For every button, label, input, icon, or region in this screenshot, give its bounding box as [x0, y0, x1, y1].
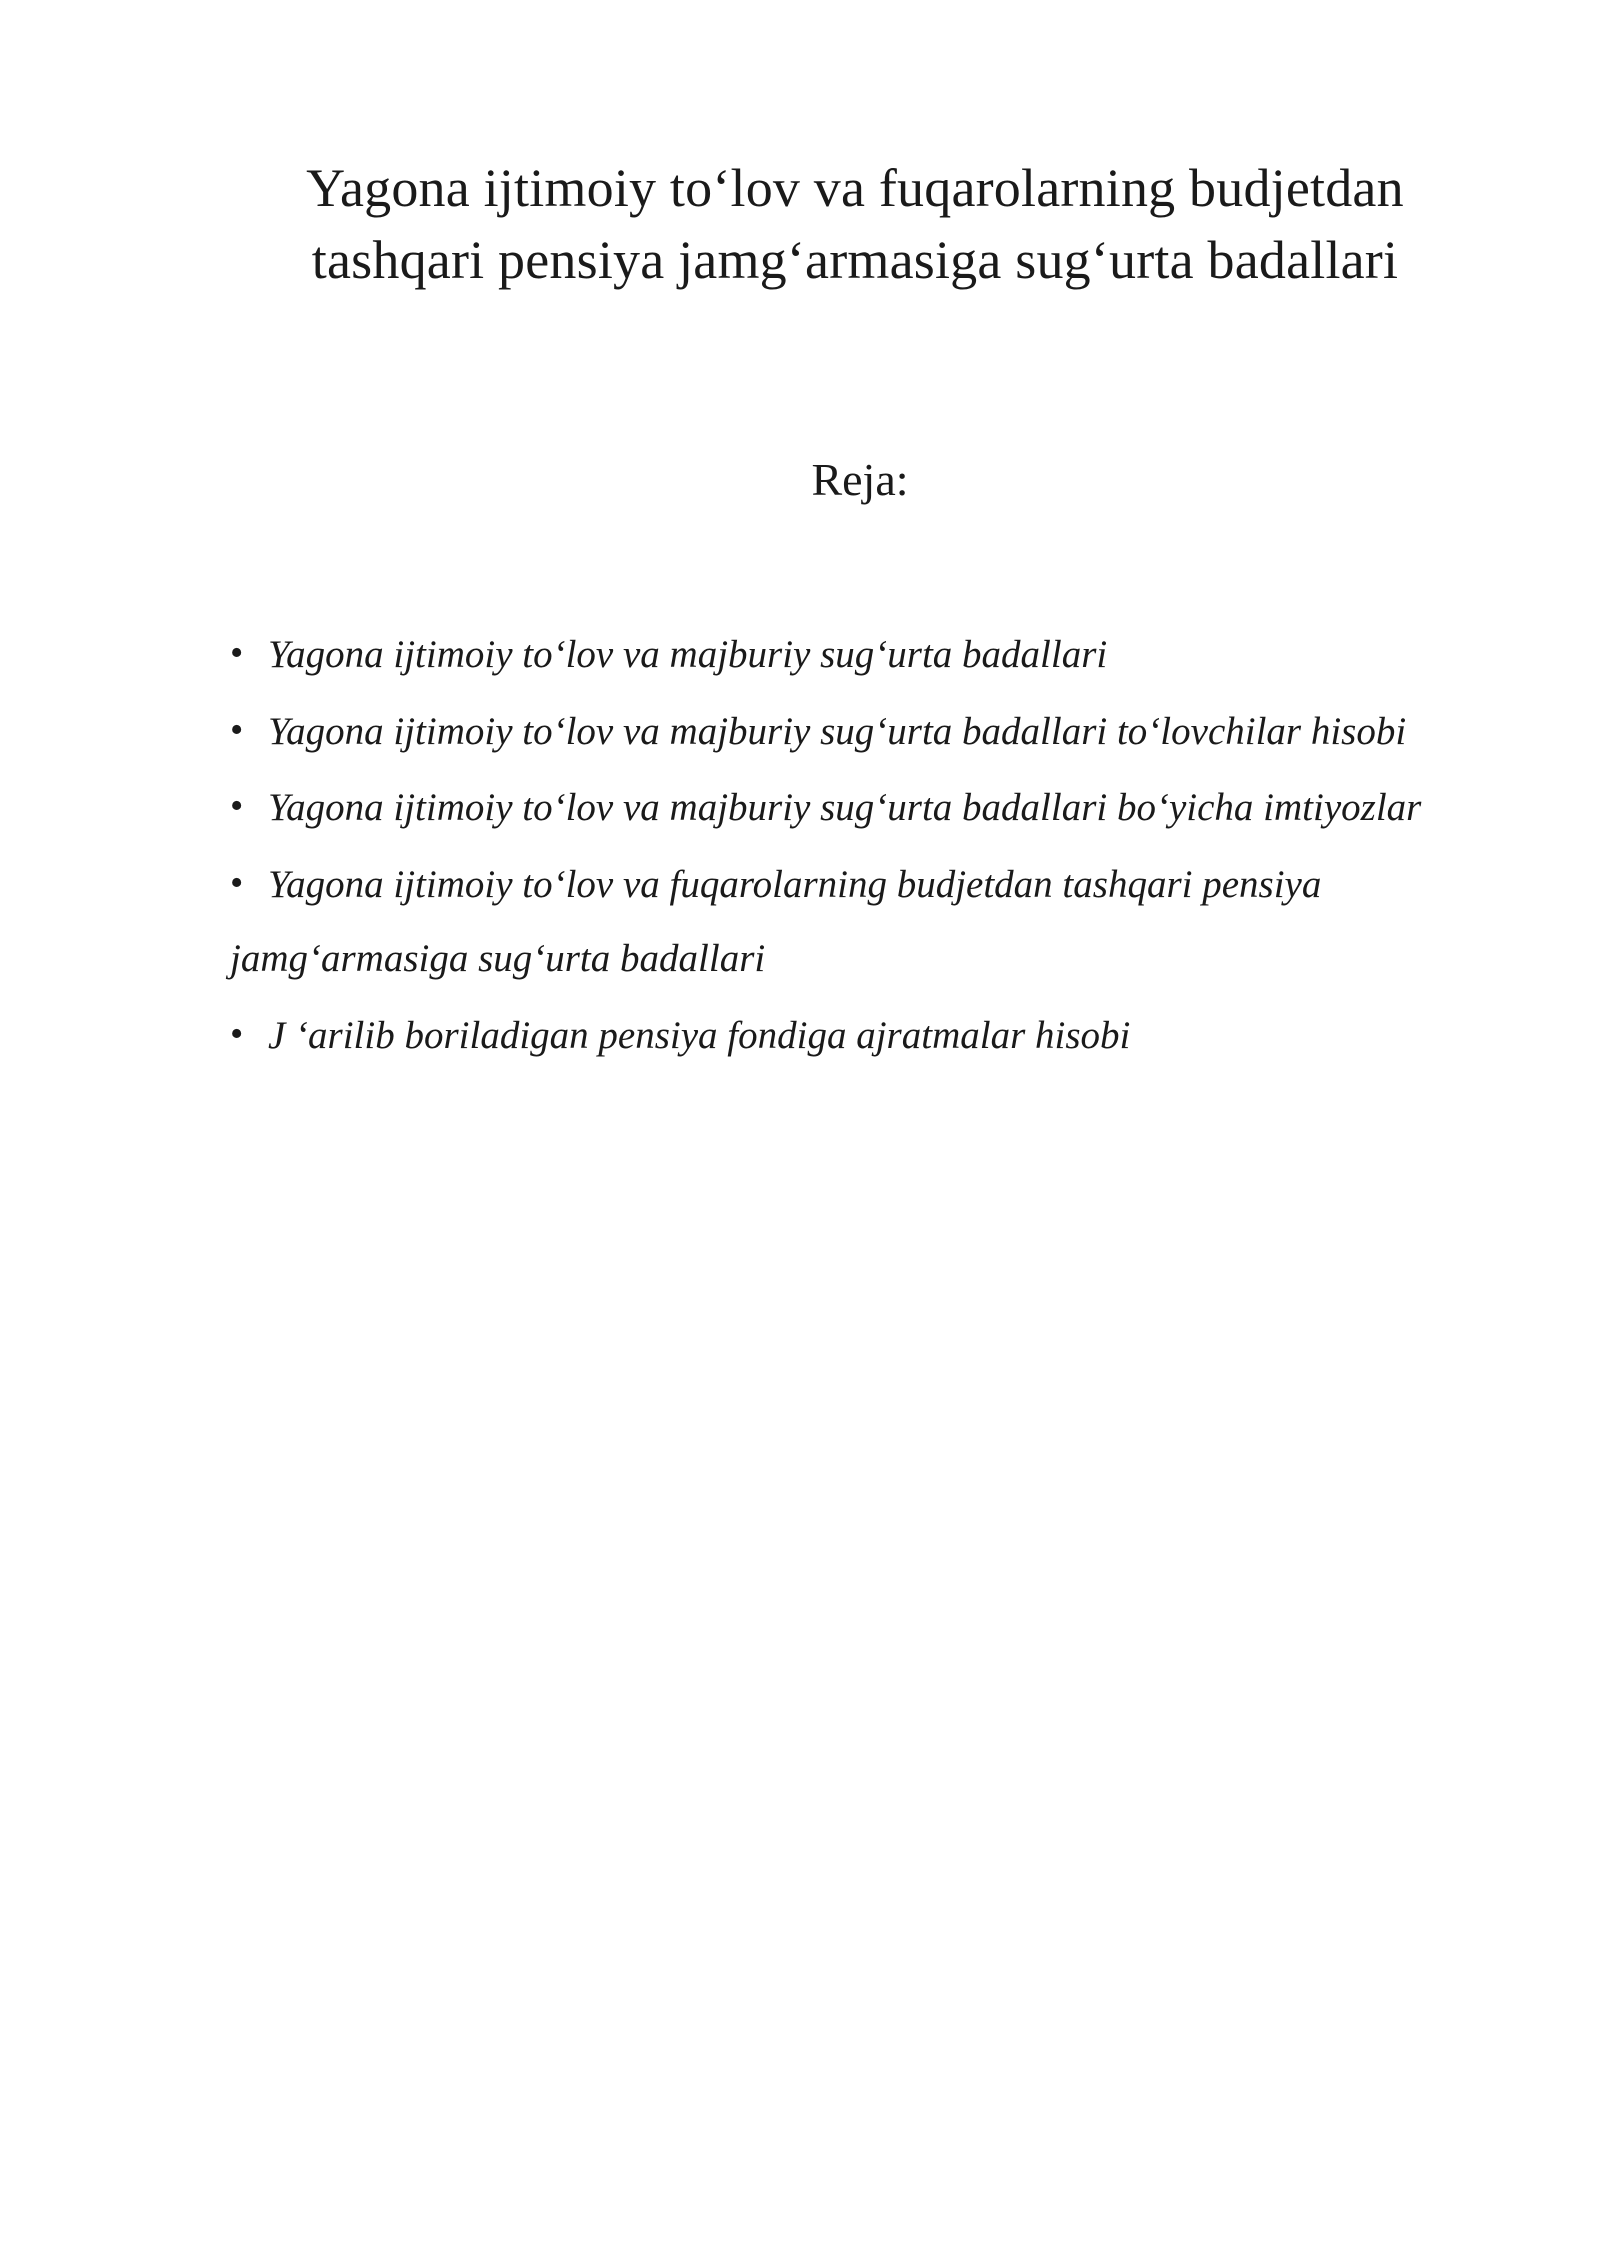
plan-heading: Reja:: [811, 454, 909, 505]
bullet-icon: •: [230, 861, 244, 904]
title-line-1: Yagona ijtimoiy to‘lov va fuqarolarning budjetdan: [306, 158, 1404, 218]
plan-item-1: [230, 616, 1470, 693]
plan-list: [230, 616, 1470, 1073]
plan-item-text: Yagona ijtimoiy to‘lov va fuqarolarning budjetdan tashqari pensiya jamg‘armasiga sug‘urta badallari: [230, 862, 1322, 980]
plan-item-text: Yagona ijtimoiy to‘lov va majburiy sug‘urta badallari bo‘yicha imtiyozlar: [268, 786, 1422, 829]
plan-item-text: Yagona ijtimoiy to‘lov va majburiy sug‘urta badallari to‘lovchilar hisobi: [268, 709, 1407, 753]
plan-item-3: [230, 769, 1470, 846]
bullet-icon: •: [230, 785, 244, 827]
bullet-icon: •: [230, 632, 244, 674]
title-line-2: tashqari pensiya jamg‘armasiga sug‘urta badallari: [311, 230, 1399, 290]
document-title: [230, 152, 1480, 296]
bullet-icon: •: [230, 708, 244, 751]
plan-item-text: J ‘arilib boriladigan pensiya fondiga ajratmalar hisobi: [268, 1013, 1131, 1057]
plan-item-5: [230, 997, 1470, 1074]
plan-item-4: [230, 846, 1470, 997]
plan-item-2: [230, 693, 1470, 770]
bullet-icon: •: [230, 1012, 244, 1055]
plan-item-text: Yagona ijtimoiy to‘lov va majburiy sug‘urta badallari: [268, 633, 1108, 676]
